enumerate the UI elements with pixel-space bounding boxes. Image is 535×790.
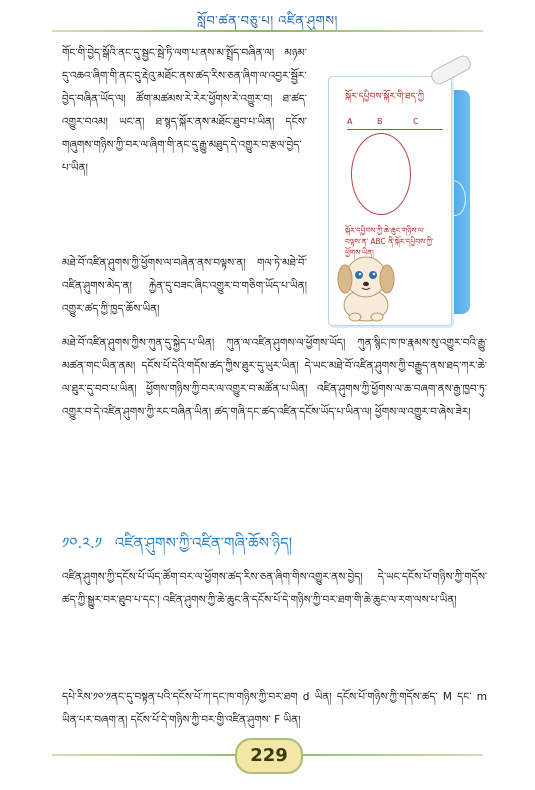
label-b: B	[377, 117, 383, 126]
page-header	[0, 0, 535, 40]
label-c: C	[413, 117, 419, 126]
paragraph-2: མཐེ་བོ་འཛིན་ཤུགས་ཀྱི་ཕྱོགས་ལ་བཞེན་ནས་བལྟས་ན། གལ་ཏེ་མཐེ་བོ་འཛིན་ཤུགས་མེད་ན། རྐྱེན་དུ་བཟང་ཞིང་འགྱུར་བ་གཅིག་ཡོད་པ་ཡིན། འགྱུར་ཚད་ཀྱི་ཁྱད་ཆོས་ཡིན།	[62, 257, 307, 315]
abc-line	[347, 129, 443, 130]
ellipse-diagram	[351, 133, 411, 215]
figure-note: སྐོར་དཔྱིབས་ཀྱི་ཆེ་ཆུང་གཉིས་ལ་བལྟས་ན་ ABC ནི་སྐོར་དཔྱིབས་ཀྱི་ཕྱོགས་ཡིན།	[345, 226, 434, 257]
figure-card	[318, 70, 476, 332]
paragraph-5: དཔེ་རིས་༡༠་༡ནང་དུ་བསྟན་པའི་དངོས་པོ་ཀ་དང་ཁ་གཉིས་ཀྱི་བར་ཐག d ཡིན། དངོས་པོ་གཉིས་ཀྱི་གདོས་ཚད་ M དང་ m ཡིན་པར་བཞག་ན། དངོས་པོ་དེ་གཉིས་ཀྱི་བར་གྱི་འཛིན་ཤུགས་ F ཡིན།	[62, 691, 487, 726]
figure-panel	[328, 76, 452, 326]
paragraph-3: མཐེ་བོ་འཛིན་ཤུགས་ཀྱིས་ཀུན་དུ་སྐྱེད་པ་ཡིན། ཀུན་ལ་འཛིན་ཤུགས་ལ་ཕྱོགས་ཡོད། ཀུན་སྙིང་ཁ་ཁ་རྣམས་སུ་འགྱུར་བའི་རྒྱུ་མཚན་གང་ཡིན་ནམ། དངོས་པོ་དེའི་གདོས་ཚད་ཀྱིས་ཐུར་དུ་ཡུར་ཡིན། དེ་ཡང་མཐེ་བོ་འཛིན་ཤུགས་ཀྱི་བརྒྱུད་ནས་ཐད་ཀར་ཆེ་ལ་ཐུར་དུ་བབ་པ་ཡིན། ཕྱོགས་གཉིས་ཀྱི་བར་ལ་འགྱུར་བ་མཚོན་པ་ཡིན། འཛིན་ཤུགས་ཀྱི་ཕྱོགས་ལ་ཆ་བཞག་ནས་རྒྱ་ཁྱབ་ཏུ་འགྱུར་བ་དེ་འཛིན་ཤུགས་ཀྱི་རང་བཞིན་ཡིན། ཚད་གཞི་དང་ཚད་འཛིན་དངོས་ཡོད་པ་ཡིན་ལ། ཕྱོགས་ལ་འགྱུར་བ་ཞེས་ཟེར།	[62, 337, 487, 418]
paragraph-1: གོང་གི་བྱེད་སྒོའི་ནང་དུ་སྦྱང་སྦེ་ཏི་ལག་པ་ནས་མ་སྤྲོད་བཞིན་ལ། མཉམ་དུ་འཆའ་ཞིག་གི་ནང་དུ་རྡེའུ་མཐོང་ནས་ཚད་རིས་ཅན་ཞིག་ལ་འབྱར་སྦྱོར་བྱེད་བཞིན་ཡོད་ལ། ཚོག་མཚམས་རེ་རེར་ཕྱོགས་རེ་འགྱུར་བ། ཐ་ཚད་འགྱུར་བའམ། ཡང་ན། ཐ་སྙད་སྐོར་ནས་མཐོང་ཐུབ་པ་ཡིན། དངོས་གཞུགས་གཉིས་ཀྱི་བར་ལ་ཞིག་གི་ནང་དུ་རྒྱུ་མཐུད་དེ་འགྱུར་བ་རྩལ་བྱེད་པ་ཡིན།	[62, 47, 307, 174]
label-a: A	[347, 117, 353, 126]
section-number: ༡༠.༢.༡	[62, 534, 103, 552]
cartoon-dog-icon	[331, 245, 401, 323]
section-title: འཛིན་ཤུགས་ཀྱི་འཛིན་གཞི་ཆོས་ཉིད།	[114, 534, 293, 552]
header-rule	[52, 30, 483, 32]
paragraph-4: འཛིན་ཤུགས་ཀྱི་དངོས་པོ་ཡོད་ཚོག་བར་ལ་ཕྱོགས་ཚད་རིས་ཅན་ཞིག་གིས་འགྱུར་ནས་བྱེད། དེ་ཡང་དངོས་པོ་གཉིས་ཀྱི་གདོས་ཚད་ཀྱི་སྒྱུར་བར་ཐུབ་པ་དང་། འཛིན་ཤུགས་ཀྱི་ཆེ་ཆུང་ནི་དངོས་པོ་དེ་གཉིས་ཀྱི་བར་ཐག་གི་ཆེ་ཆུང་ལ་རག་ལས་པ་ཡིན།	[62, 571, 487, 606]
page-number: 229	[235, 738, 303, 774]
section-heading	[62, 528, 422, 558]
page-footer	[0, 734, 535, 774]
running-title: སློབ་ཚན་བཅུ་པ། འཛིན་ཤུགས།	[197, 14, 338, 29]
figure-title: སྐོར་དཔྱིབས་སྐོར་གི་ཐད་ཀྱི	[345, 92, 424, 102]
